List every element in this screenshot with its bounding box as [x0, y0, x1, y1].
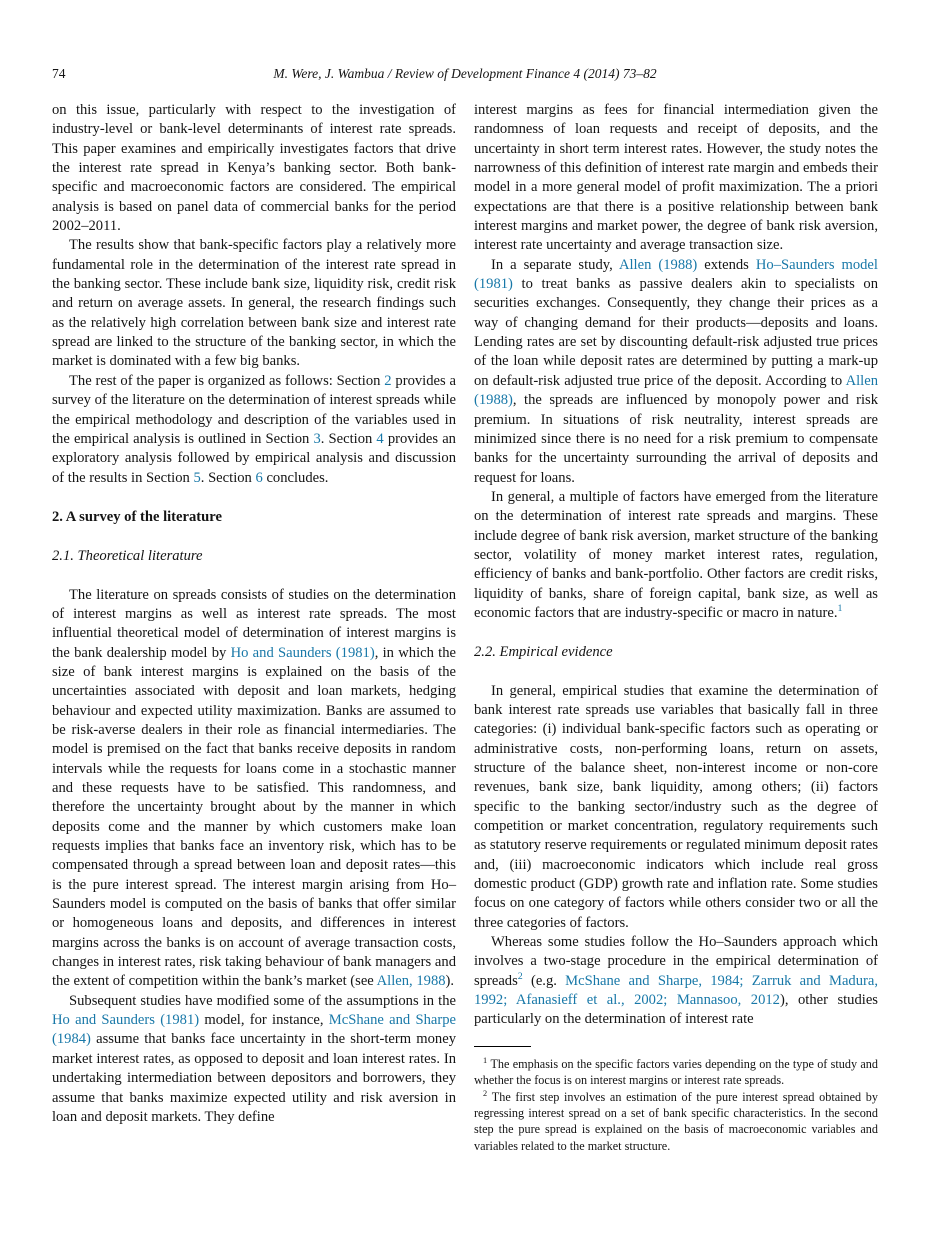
text-run: to treat banks as passive dealers akin to specialists on securities exchanges. Consequently, they change their prices as a way of changing demand for their products—deposits and loans. Lending rates are set by discounting default-risk adjusted true prices of the loan while deposit rates are determined by putting a mark-up on default-risk adjusted true price of the deposit. According to	[474, 276, 878, 389]
text-run: extends	[697, 256, 756, 273]
citation-link[interactable]: 2	[384, 372, 392, 389]
citation-link[interactable]: 5	[193, 469, 201, 486]
citation-link[interactable]: 4	[376, 430, 384, 447]
footnotes	[474, 1046, 878, 1154]
paragraph	[52, 372, 456, 488]
text-run: . Section	[200, 469, 256, 486]
text-run: provides an exploratory analysis followed by empirical analysis and discussion of the results in Section	[52, 430, 456, 486]
left-column	[52, 101, 456, 1154]
footnote-rule	[474, 1046, 531, 1047]
paragraph	[474, 682, 878, 933]
paragraph	[474, 101, 878, 256]
text-run: The rest of the paper is organized as follows: Section	[69, 372, 385, 389]
text-run: , in which the size of bank interest margins is explained on the basis of the uncertainties associated with deposit and loan markets, hedging behaviour and expected utility maximization. Banks are assumed to be risk-averse dealers in their role as financial intermediaries. The model is premised on the fact that banks receive deposits in random intervals while the requests for loans come in a stochastic manner and these requests have to be satisfied. This randomness, and therefore the uncertainty brought about by the manner in which deposits come and the manner by which customers make loan requests implies that banks face an inventory risk, which has to be compensated through a spread between loan and deposit rates—this is the pure interest spread. The interest margin arising from Ho–Saunders model is computed on the basis of banks that offer similar or homogeneous loans and deposits, and differences in interest margins across the banks is on account of average transaction costs, changes in interest rates, risk taking behaviour of bank managers and the extent of competition within the bank’s market (see	[52, 644, 456, 990]
text-run: Whereas some studies follow the Ho–Saunders approach which involves a two-stage procedure in the empirical determination of spreads	[474, 934, 878, 989]
text-run: concludes.	[262, 469, 329, 486]
page-number: 74	[52, 66, 66, 81]
subsection-heading: 2.1. Theoretical literature	[52, 548, 203, 565]
citation-link[interactable]: Allen (1988)	[474, 372, 878, 409]
text-run: on this issue, particularly with respect to the investigation of industry-level or bank-level determinants of interest rate spreads. This paper examines and empirically investigates factors that drive the interest rate spread in Kenya’s banking sector. Both bank-specific and macroeconomic factors are considered. The empirical analysis is based on panel data of commercial banks for the period 2002–2011.	[52, 102, 456, 235]
page-header	[52, 66, 878, 82]
citation-link[interactable]: 3	[313, 430, 321, 447]
right-column	[474, 101, 878, 1154]
paragraph	[52, 992, 456, 1127]
citation-link[interactable]: 6	[255, 469, 263, 486]
footnote: $^1$ The emphasis on the specific factors varies depending on the type of study and whether the focus is on interest margins or interest rate spreads.	[474, 1055, 878, 1088]
text-run: Subsequent studies have modified some of the assumptions in the	[69, 992, 456, 1009]
footnote-ref-link[interactable]: 2	[517, 970, 523, 982]
citation-link[interactable]: Allen, 1988	[376, 973, 446, 990]
article-body	[52, 101, 878, 1154]
text-run: provides a survey of the literature on the determination of interest spreads while the empirical methodology and description of the variables used in the empirical analysis is outlined in Section	[52, 372, 456, 447]
text-run: In general, empirical studies that examine the determination of bank interest rate spreads use variables that basically fall in three categories: (i) individual bank-specific factors such as operating or administrative costs, non-performing loans, return on assets, structure of the balance sheet, non-interest income or non-core revenues, bank size, bank liquidity, among others; (ii) factors specific to the banking sector/industry such as the degree of competition or market concentration, regulatory requirements such as statutory reserve requirements or regulated minimum deposit rates and, (iii) macroeconomic indicators which include real gross domestic product (GDP) growth rate and inflation rate. Some studies focus on one category of factors while others consider two or all the three categories of factors.	[474, 682, 878, 931]
text-run: (e.g.	[522, 972, 566, 989]
text-run: In general, a multiple of factors have emerged from the literature on the determination of interest rate spreads and margins. These include degree of bank risk aversion, market structure of the banking sector, volatility of money market interest rates, regulation, efficiency of banks and bank-portfolio. Other factors are credit risks, liquidity of banks, share of foreign capital, bank size, as well as economic factors that are industry-specific or macro in nature.	[474, 488, 878, 621]
running-head: M. Were, J. Wambua / Review of Development Finance 4 (2014) 73–82	[273, 66, 657, 81]
paragraph	[52, 101, 456, 236]
footnote: $^2$ The first step involves an estimation of the pure interest spread obtained by regressing interest spread on a set of bank specific characteristics. In the second step the pure spread is explained on the basis of macroeconomic variables and variables related to the market structure.	[474, 1088, 878, 1153]
paragraph	[52, 586, 456, 992]
section-heading: 2. A survey of the literature	[52, 508, 222, 525]
citation-link[interactable]: Ho and Saunders (1981)	[230, 644, 375, 661]
text-run: The literature on spreads consists of studies on the determination of interest margins as well as interest rate spreads. The most influential theoretical model of determination of interest margins is the bank dealership model by	[52, 586, 456, 661]
paragraph	[474, 488, 878, 623]
citation-link[interactable]: Allen (1988)	[618, 256, 698, 273]
citation-link[interactable]: Ho and Saunders (1981)	[52, 1012, 200, 1029]
paragraph	[474, 256, 878, 488]
subsection-heading: 2.2. Empirical evidence	[474, 644, 613, 661]
text-run: ), other studies particularly on the determination of interest rate	[474, 992, 878, 1028]
text-run: The results show that bank-specific factors play a relatively more fundamental role in the determination of the interest rate spread in the banking sector. These include bank size, liquidity risk, credit risk and return on average assets. In general, the research findings such as the relatively high correlation between bank size and interest rate spread are linked to the structure of the banking sector, in which the market is dominated with a few big banks.	[52, 237, 456, 370]
footnote-ref-link[interactable]: 1	[837, 603, 843, 615]
citation-link[interactable]: McShane and Sharpe (1984)	[52, 1012, 457, 1048]
text-run: , the spreads are influenced by monopoly power and risk premium. In situations of risk neutrality, interest spreads are minimized since there is no need for a risk premium to compensate banks for the uncertainty surrounding the arrival of deposits and request for loans.	[474, 392, 878, 486]
paragraph	[52, 236, 456, 371]
citation-link[interactable]: Ho–Saunders model (1981)	[474, 256, 878, 293]
paragraph	[474, 933, 878, 1030]
text-run: model, for instance,	[199, 1012, 329, 1029]
footnote-marker: 2	[483, 1088, 488, 1098]
text-run: interest margins as fees for financial intermediation given the randomness of loan requests and receipt of deposits, and the uncertainty in short term interest rates. However, the study notes the narrowness of this definition of interest rate margin and embeds their model in a more general model of profit maximization. The a priori expectations are that there is a positive relationship between bank interest margins and market power, the degree of bank risk aversion, interest rate uncertainty and average transaction size.	[474, 102, 878, 254]
footnote-marker: 1	[483, 1055, 488, 1065]
text-run: assume that banks face uncertainty in the short-term money market interest rates, as opposed to deposit and loan interest rates. In undertaking intermediation between depositors and borrowers, they assume that banks maximize expected utility and risk aversion in loan and deposit markets. They define	[52, 1031, 456, 1125]
text-run: In a separate study,	[491, 256, 619, 273]
text-run: . Section	[320, 430, 377, 447]
text-run: ).	[445, 973, 455, 990]
citation-link[interactable]: McShane and Sharpe, 1984; Zarruk and Madura, 1992; Afanasieff et al., 2002; Mannasoo, 2012	[474, 972, 879, 1009]
